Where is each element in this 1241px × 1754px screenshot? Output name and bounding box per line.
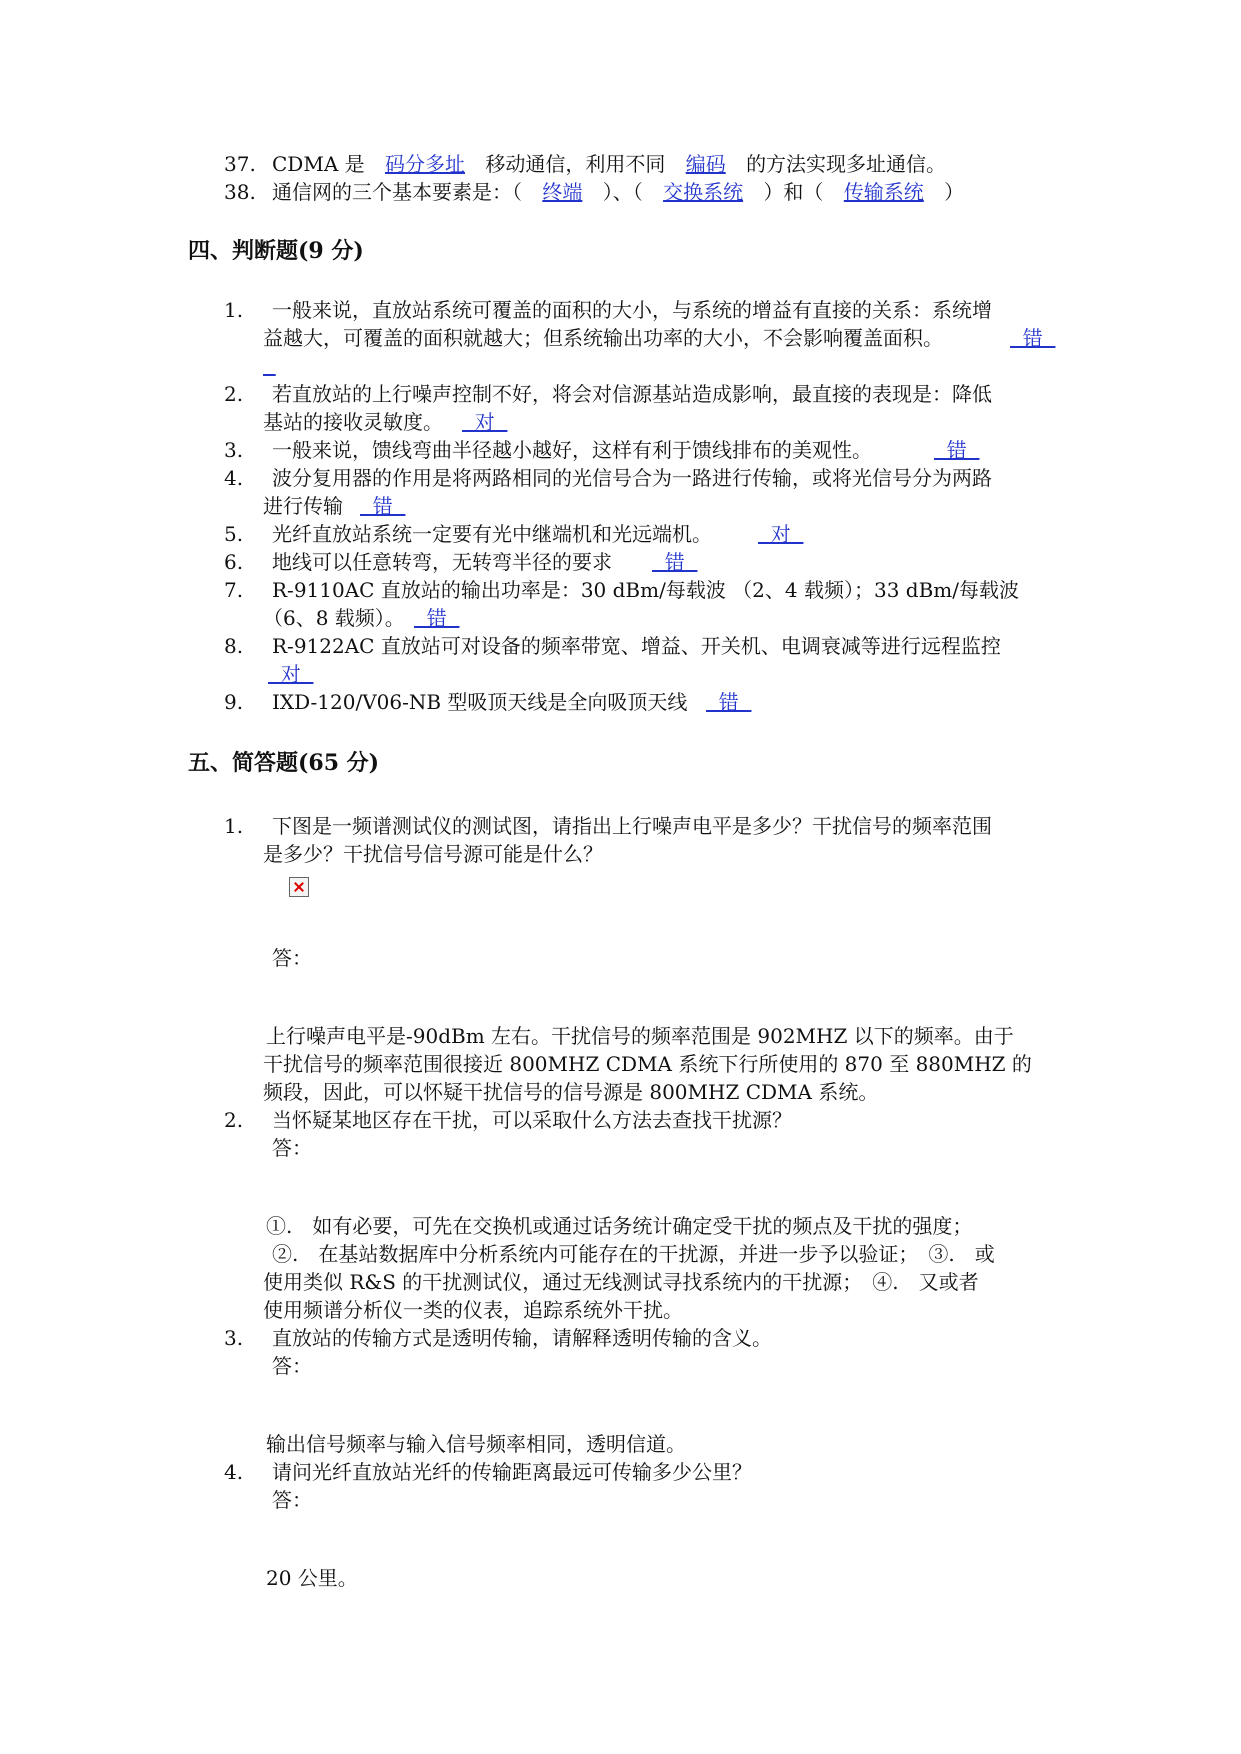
item-text: 基站的接收灵敏度。 (263, 410, 443, 434)
fill-in-question: 通信网的三个基本要素是：（ 终端 ）、（ 交换系统 ）和（ 传输系统 ） (272, 180, 965, 204)
answer-label: 答： (272, 946, 312, 970)
answer-text: 20 公里。 (266, 1566, 358, 1590)
item-number: 9. (224, 690, 244, 714)
judgment-answer: 错 (934, 438, 980, 462)
question-number: 2. (224, 1108, 244, 1132)
answer-text: ②. 在基站数据库中分析系统内可能存在的干扰源，并进一步予以验证； ③. 或 (272, 1242, 995, 1266)
answer-label: 答： (272, 1136, 312, 1160)
answer-label: 答： (272, 1488, 312, 1512)
item-text: R-9122AC 直放站可对设备的频率带宽、增益、开关机、电调衰减等进行远程监控 (272, 634, 1001, 658)
item-text: 波分复用器的作用是将两路相同的光信号合为一路进行传输，或将光信号分为两路 (272, 466, 992, 490)
broken-image-icon (289, 877, 309, 897)
item-number: 5. (224, 522, 244, 546)
answer-blank: 传输系统 (843, 180, 924, 204)
item-number: 6. (224, 550, 244, 574)
answer-blank: 终端 (542, 180, 583, 204)
judgment-answer: 错 (706, 690, 752, 714)
item-text: R-9110AC 直放站的输出功率是：30 dBm/每载波 （2、4 载频）；33 dBm/每载波 (272, 578, 1020, 602)
item-text: 进行传输 (263, 494, 343, 518)
item-text: 光纤直放站系统一定要有光中继端机和光远端机。 (272, 522, 712, 546)
item-number: 2. (224, 382, 244, 406)
answer-text: 输出信号频率与输入信号频率相同，透明信道。 (266, 1432, 686, 1456)
fill-in-question: CDMA 是 码分多址 移动通信，利用不同 编码 的方法实现多址通信。 (272, 152, 947, 176)
item-number: 1. (224, 298, 244, 322)
section-heading: 四、判断题(9 分) (188, 238, 364, 264)
judgment-answer: 错 (652, 550, 698, 574)
item-text: 益越大，可覆盖的面积就越大；但系统输出功率的大小，不会影响覆盖面积。 (263, 326, 943, 350)
item-number: 4. (224, 466, 244, 490)
judgment-answer: 对 (268, 662, 314, 686)
answer-text: 频段，因此，可以怀疑干扰信号的信号源是 800MHZ CDMA 系统。 (263, 1080, 879, 1104)
question-text: 直放站的传输方式是透明传输，请解释透明传输的含义。 (272, 1326, 772, 1350)
judgment-answer: 错 (1010, 326, 1056, 350)
item-text: 一般来说，直放站系统可覆盖的面积的大小，与系统的增益有直接的关系：系统增 (272, 298, 992, 322)
judgment-answer: 错 (360, 494, 406, 518)
answer-text: 干扰信号的频率范围很接近 800MHZ CDMA 系统下行所使用的 870 至 880MHZ 的 (263, 1052, 1032, 1076)
answer-text: 使用频谱分析仪一类的仪表，追踪系统外干扰。 (263, 1298, 683, 1322)
answer-text: 上行噪声电平是-90dBm 左右。干扰信号的频率范围是 902MHZ 以下的频率。由于 (266, 1024, 1014, 1048)
judgment-answer: 对 (758, 522, 804, 546)
question-number: 1. (224, 814, 244, 838)
question-text: 当怀疑某地区存在干扰，可以采取什么方法去查找干扰源？ (272, 1108, 792, 1132)
item-number: 8. (224, 634, 244, 658)
item-text: IXD-120/V06-NB 型吸顶天线是全向吸顶天线 (272, 690, 688, 714)
question-number: 37. (224, 152, 256, 176)
item-number: 7. (224, 578, 244, 602)
answer-blank: 交换系统 (663, 180, 744, 204)
judgment-answer: 错 (414, 606, 460, 630)
item-text: 若直放站的上行噪声控制不好，将会对信源基站造成影响，最直接的表现是：降低 (272, 382, 992, 406)
question-number: 38. (224, 180, 256, 204)
question-text: 是多少？干扰信号信号源可能是什么？ (263, 842, 603, 866)
answer-text: 使用类似 R&S 的干扰测试仪，通过无线测试寻找系统内的干扰源； ④. 又或者 (263, 1270, 979, 1294)
section-heading: 五、简答题(65 分) (188, 750, 380, 776)
underline-continuation (263, 352, 276, 380)
answer-blank: 码分多址 (384, 152, 465, 176)
question-number: 3. (224, 1326, 244, 1350)
answer-blank: 编码 (685, 152, 726, 176)
item-number: 3. (224, 438, 244, 462)
question-text: 请问光纤直放站光纤的传输距离最远可传输多少公里？ (272, 1460, 752, 1484)
item-text: 地线可以任意转弯，无转弯半径的要求 (272, 550, 612, 574)
judgment-answer: 对 (462, 410, 508, 434)
answer-text: ①. 如有必要，可先在交换机或通过话务统计确定受干扰的频点及干扰的强度； (266, 1214, 973, 1238)
item-text: （6、8 载频）。 (263, 606, 405, 630)
question-text: 下图是一频谱测试仪的测试图，请指出上行噪声电平是多少？干扰信号的频率范围 (272, 814, 992, 838)
item-text: 一般来说，馈线弯曲半径越小越好，这样有利于馈线排布的美观性。 (272, 438, 872, 462)
question-number: 4. (224, 1460, 244, 1484)
answer-label: 答： (272, 1354, 312, 1378)
